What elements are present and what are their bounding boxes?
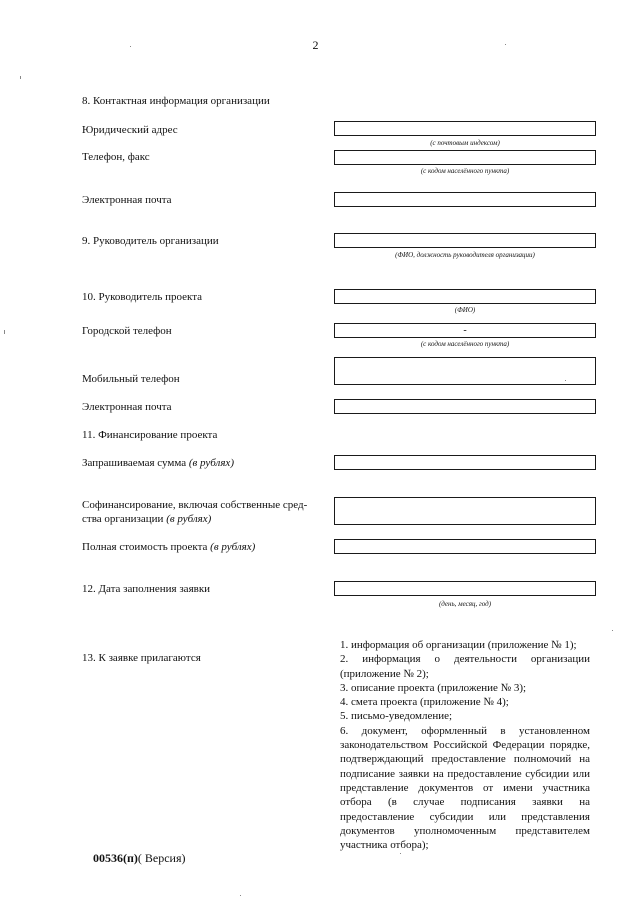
org-head-label: 9. Руководитель организации <box>82 235 219 247</box>
scan-speck <box>130 46 131 47</box>
project-head-label: 10. Руководитель проекта <box>82 291 203 303</box>
scan-speck <box>565 380 566 381</box>
phone-fax-hint: (с кодом населённого пункта) <box>420 167 510 175</box>
phone-fax-label: Телефон, факс <box>82 151 150 163</box>
project-email-label: Электронная почта <box>82 401 172 413</box>
footer-code: 00536(п) <box>93 851 138 865</box>
mobile-phone-label: Мобильный телефон <box>82 373 180 385</box>
fill-date-label: 12. Дата заполнения заявки <box>82 583 211 595</box>
cofinancing-text: ства организации <box>82 513 164 525</box>
org-head-hint: (ФИО, должность руководителя организации) <box>395 251 535 259</box>
cofinancing-field[interactable] <box>334 497 596 525</box>
project-head-field[interactable] <box>334 289 596 304</box>
project-head-hint: (ФИО) <box>454 306 476 314</box>
project-email-field[interactable] <box>334 399 596 414</box>
scan-speck <box>612 630 613 631</box>
scan-speck <box>4 330 5 334</box>
attachment-item: 6. документ, оформленный в установленном законодательством Российской Федерации порядке, подтверждающий предоставление полномочий на подписание заявки на предоставление субсидии или представление документов от имени участника отбора (в случае подписания заявки на предоставление субсидии или представления документов уполномоченным представителем участника отбора); <box>340 724 590 852</box>
total-cost-unit: (в рублях) <box>210 541 256 553</box>
city-phone-field[interactable] <box>334 323 596 338</box>
scan-speck <box>400 853 401 854</box>
cofinancing-label-line1: Софинансирование, включая собственные сред- <box>82 499 308 511</box>
scan-speck <box>240 895 241 896</box>
attachment-item: 2. информация о деятельности организации (приложение № 2); <box>340 653 590 680</box>
legal-address-field[interactable] <box>334 121 596 136</box>
mobile-phone-field[interactable] <box>334 357 596 385</box>
attachment-item: 3. описание проекта (приложение № 3); <box>340 681 527 694</box>
document-footer <box>93 851 186 866</box>
city-phone-hint: (с кодом населённого пункта) <box>420 340 510 348</box>
cofinancing-unit: (в рублях) <box>166 513 212 525</box>
total-cost-field[interactable] <box>334 539 596 554</box>
scan-speck <box>505 44 506 45</box>
attachment-item: 4. смета проекта (приложение № 4); <box>340 696 509 709</box>
footer-version: ( Версия) <box>137 851 186 865</box>
total-cost-text: Полная стоимость проекта <box>82 541 208 553</box>
requested-sum-label <box>82 456 234 471</box>
attachments-label: 13. К заявке прилагаются <box>82 652 201 664</box>
attachment-item: 5. письмо-уведомление; <box>340 710 453 723</box>
requested-sum-field[interactable] <box>334 455 596 470</box>
org-email-field[interactable] <box>334 192 596 207</box>
legal-address-hint: (с почтовым индексом) <box>430 139 500 147</box>
city-phone-label: Городской телефон <box>82 325 172 337</box>
requested-sum-unit: (в рублях) <box>188 457 234 469</box>
org-email-label: Электронная почта <box>82 194 172 206</box>
legal-address-label: Юридический адрес <box>82 124 178 136</box>
phone-fax-field[interactable] <box>334 150 596 165</box>
section-11-title: 11. Финансирование проекта <box>82 429 218 441</box>
fill-date-field[interactable] <box>334 581 596 596</box>
fill-date-hint: (день, месяц, год) <box>438 600 492 608</box>
org-head-field[interactable] <box>334 233 596 248</box>
total-cost-label <box>82 540 255 555</box>
attachment-item: 1. информация об организации (приложение № 1); <box>340 639 577 651</box>
attachments-list <box>340 638 590 852</box>
scan-speck <box>20 76 21 79</box>
cofinancing-label-line2 <box>82 512 211 527</box>
city-phone-value: - <box>463 325 467 336</box>
requested-sum-text: Запрашиваемая сумма <box>82 457 187 469</box>
page-number: 2 <box>312 38 319 52</box>
section-8-title: 8. Контактная информация организации <box>82 95 270 107</box>
